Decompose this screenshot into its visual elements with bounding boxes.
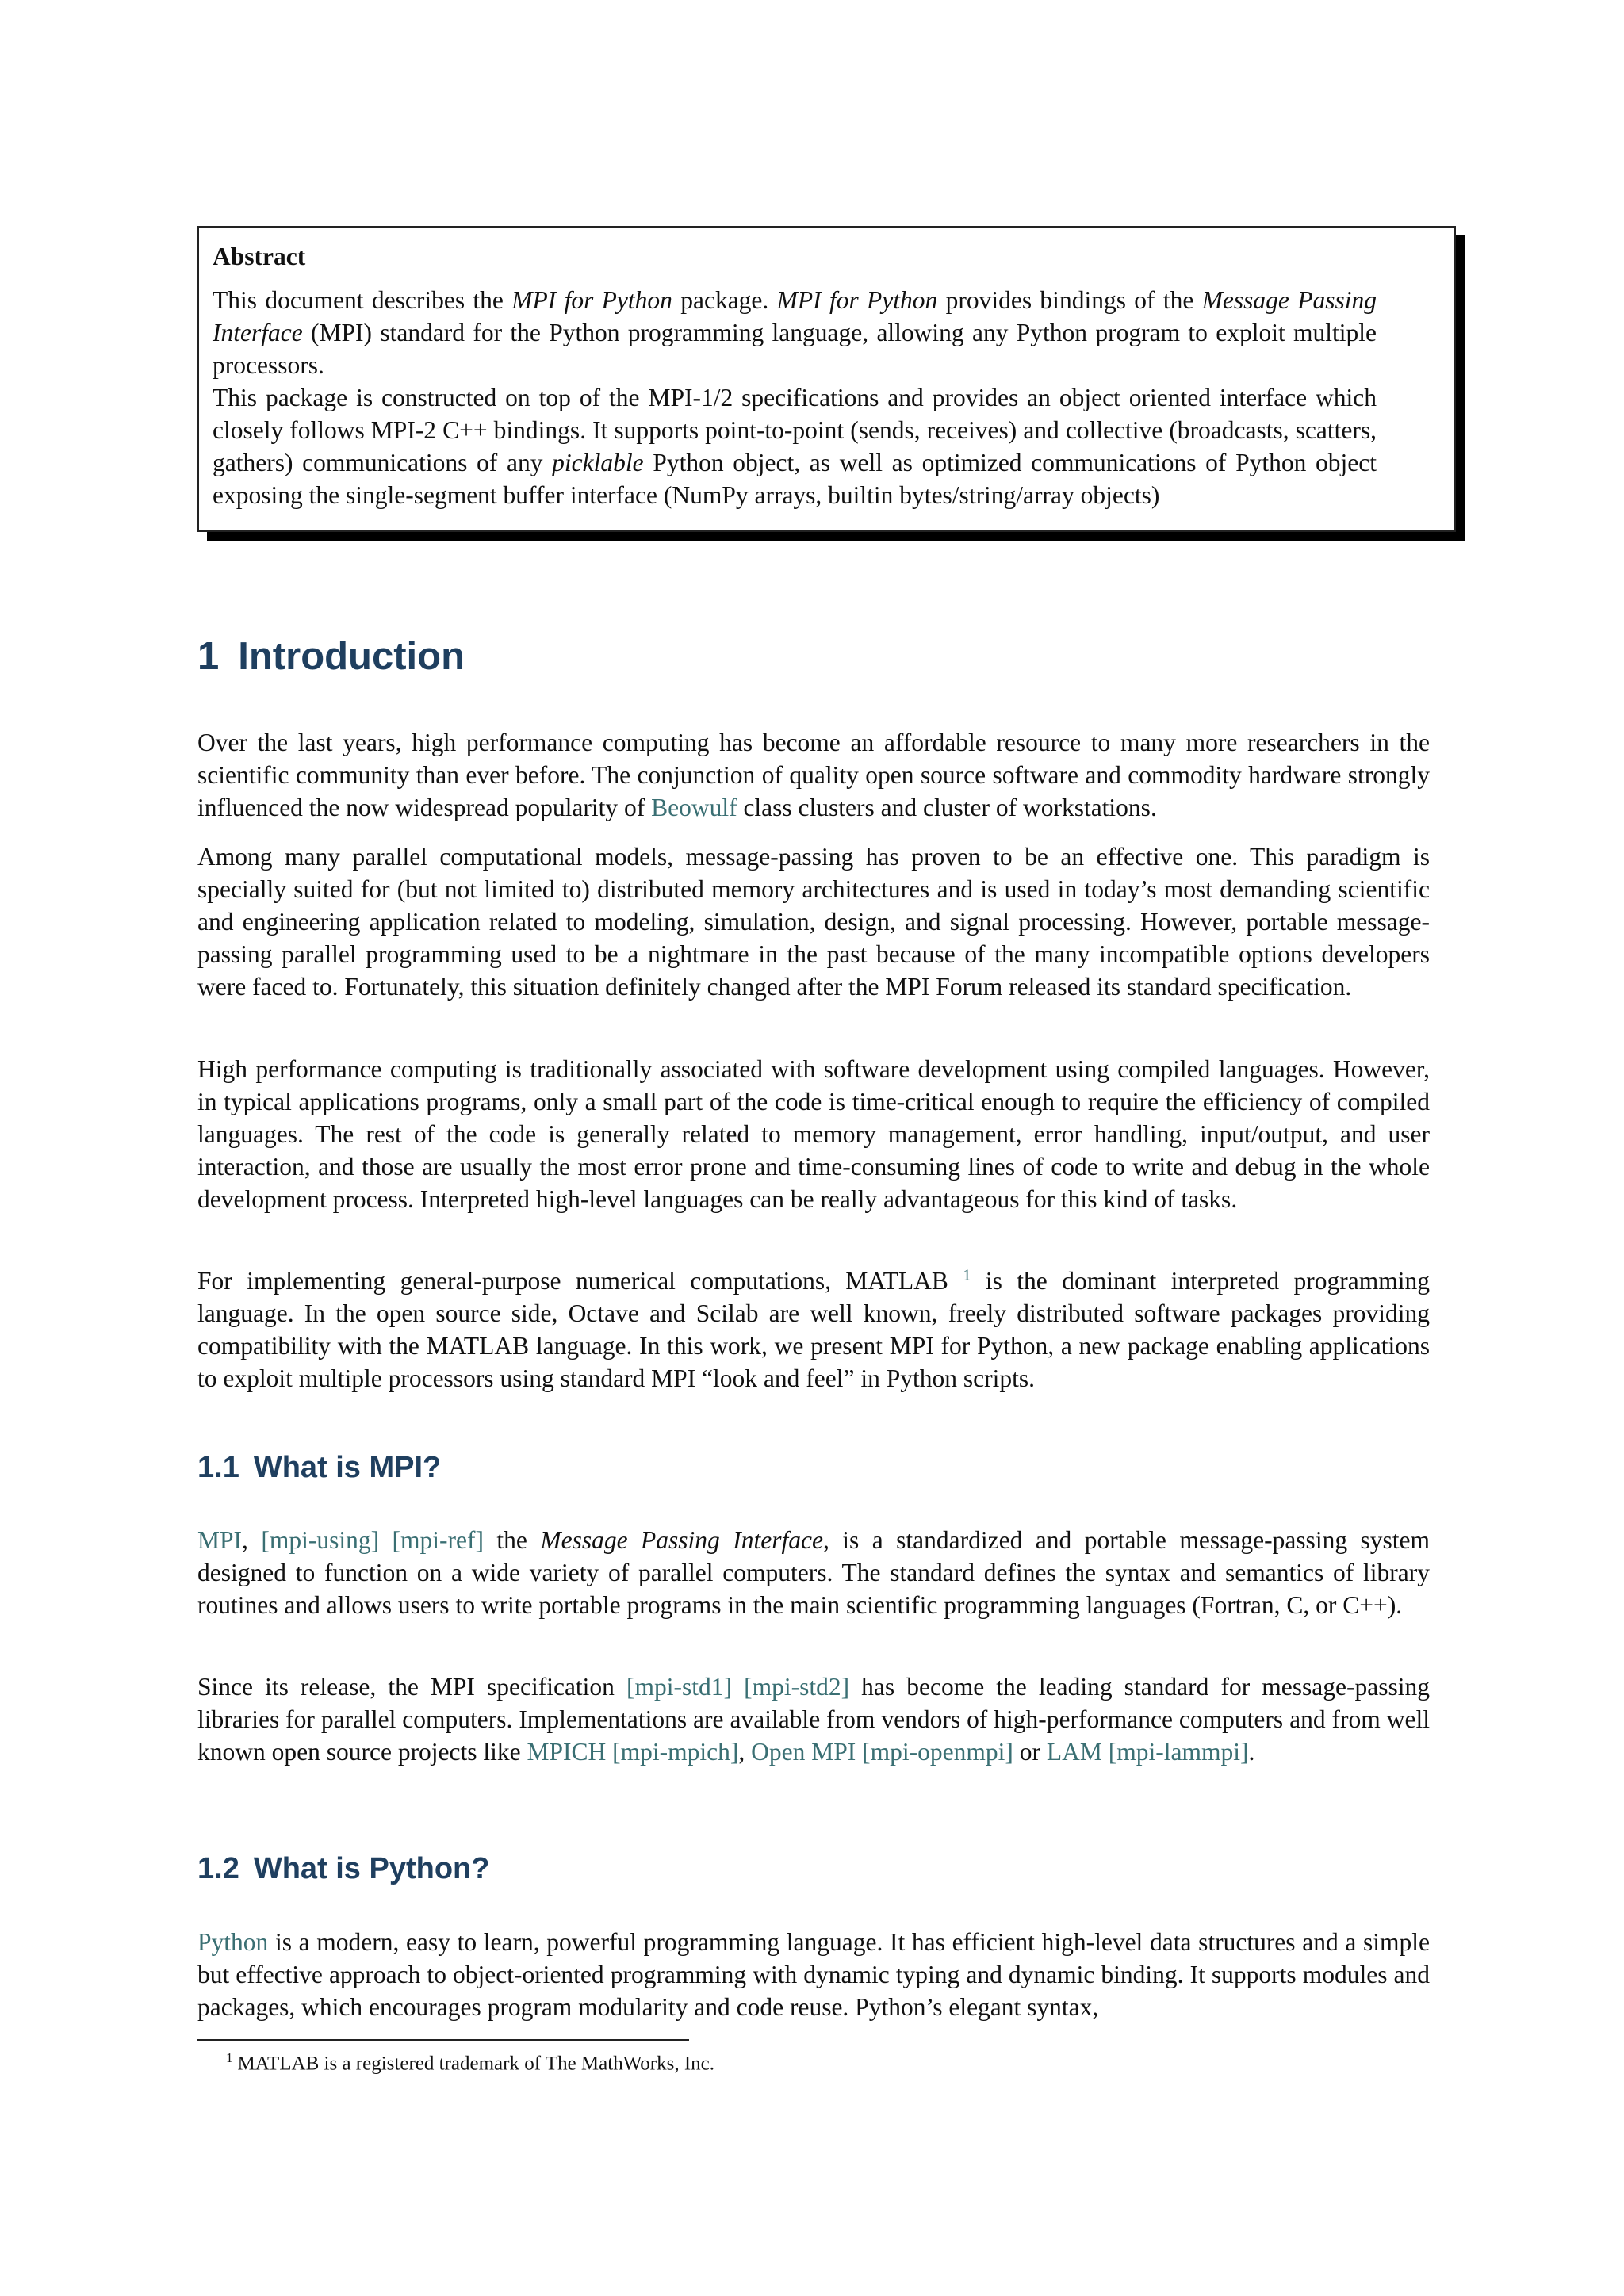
mpi-std2-citation[interactable]: [mpi-std2] (744, 1673, 850, 1701)
mpi-link[interactable]: MPI (197, 1526, 243, 1554)
mpi-mpich-citation[interactable]: [mpi-mpich] (612, 1738, 739, 1766)
openmpi-link[interactable]: Open MPI (751, 1738, 856, 1766)
mpi-openmpi-citation[interactable]: [mpi-openmpi] (862, 1738, 1013, 1766)
abstract-title: Abstract (213, 243, 306, 270)
intro-paragraph-1: Over the last years, high performance computing has become an affordable resource to many more researchers in the scientific community than ever before. The conjunction of quality open source software and commodity hardware strongly influenced the now widespread popularity of Beowulf class clusters and cluster of workstations. (197, 729, 1430, 821)
section-heading-what-is-python: 1.2 What is Python? (197, 1852, 490, 1885)
mpi-using-citation[interactable]: [mpi-using] (261, 1526, 380, 1554)
section-heading-introduction: 1 Introduction (197, 635, 465, 678)
footnote-ref-1[interactable]: 1 (963, 1266, 971, 1284)
mpich-link[interactable]: MPICH (527, 1738, 607, 1766)
mpi-ref-citation[interactable]: [mpi-ref] (392, 1526, 484, 1554)
section-heading-what-is-mpi: 1.1 What is MPI? (197, 1451, 442, 1484)
intro-paragraph-3: High performance computing is traditionally associated with software development using compiled languages. However, in typical applications programs, only a small part of the code is time-critical enough to require the efficiency of compiled languages. The rest of the code is generally related to memory management, error handling, input/output, and user interaction, and those are usually the most error prone and time-consuming lines of code to write and debug in the whole development process. Interpreted high-level languages can be really advantageous for this kind of tasks. (197, 1055, 1430, 1213)
footnote-1: $^1$ MATLAB is a registered trademark of The MathWorks, Inc. (226, 2050, 715, 2075)
abstract-paragraph-1: This document describes the MPI for Python package. MPI for Python provides bindings of the Message Passing Interface (MPI) standard for the Python programming language, allowing any Python program to exploit multiple processors. (213, 286, 1377, 379)
intro-paragraph-2: Among many parallel computational models, message-passing has proven to be an effective one. This paradigm is specially suited for (but not limited to) distributed memory architectures and is used in today’s most demanding scientific and engineering application related to modeling, simulation, design, and signal processing. However, portable message-passing parallel programming used to be a nightmare in the past because of the many incompatible options developers were faced to. Fortunately, this situation definitely changed after the MPI Forum released its standard specification. (197, 843, 1430, 1001)
abstract-box (197, 226, 1456, 532)
beowulf-link[interactable]: Beowulf (651, 794, 737, 821)
abstract-paragraph-2: This package is constructed on top of the MPI-1/2 specifications and provides an object oriented interface which closely follows MPI-2 C++ bindings. It supports point-to-point (sends, receives) and collective (broadcasts, scatters, gathers) communications of any picklable Python object, as well as optimized communications of Python object exposing the single-segment buffer interface (NumPy arrays, builtin bytes/string/array objects) (213, 384, 1377, 509)
mpi-paragraph-2: Since its release, the MPI specification [mpi-std1] [mpi-std2] has become the leading standard for message-passing libraries for parallel computers. Implementations are available from vendors of high-performance computers and from well known open source projects like MPICH [mpi-mpich], Open MPI [mpi-openmpi] or LAM [mpi-lammpi]. (197, 1673, 1431, 1766)
mpi-paragraph-1: MPI, [mpi-using] [mpi-ref] the Message Passing Interface, is a standardized and portable message-passing system designed to function on a wide variety of parallel computers. The standard defines the syntax and semantics of library routines and allows users to write portable programs in the main scientific programming languages (Fortran, C, or C++). (197, 1526, 1431, 1619)
footnote-rule (197, 2039, 689, 2041)
python-link[interactable]: Python (197, 1928, 269, 1956)
mpi-std1-citation[interactable]: [mpi-std1] (626, 1673, 733, 1701)
python-paragraph-1: Python is a modern, easy to learn, powerful programming language. It has efficient high-level data structures and a simple but effective approach to object-oriented programming with dynamic typing and dynamic binding. It supports modules and packages, which encourages program modularity and code reuse. Python’s elegant syntax, (197, 1928, 1430, 2021)
lam-link[interactable]: LAM (1046, 1738, 1102, 1766)
intro-paragraph-4: For implementing general-purpose numerical computations, MATLAB $^1$ is the dominant interpreted programming language. In the open source side, Octave and Scilab are well known, freely distributed software packages providing compatibility with the MATLAB language. In this work, we present MPI for Python, a new package enabling applications to exploit multiple processors using standard MPI “look and feel” in Python scripts. (197, 1266, 1431, 1392)
mpi-lammpi-citation[interactable]: [mpi-lammpi] (1108, 1738, 1249, 1766)
